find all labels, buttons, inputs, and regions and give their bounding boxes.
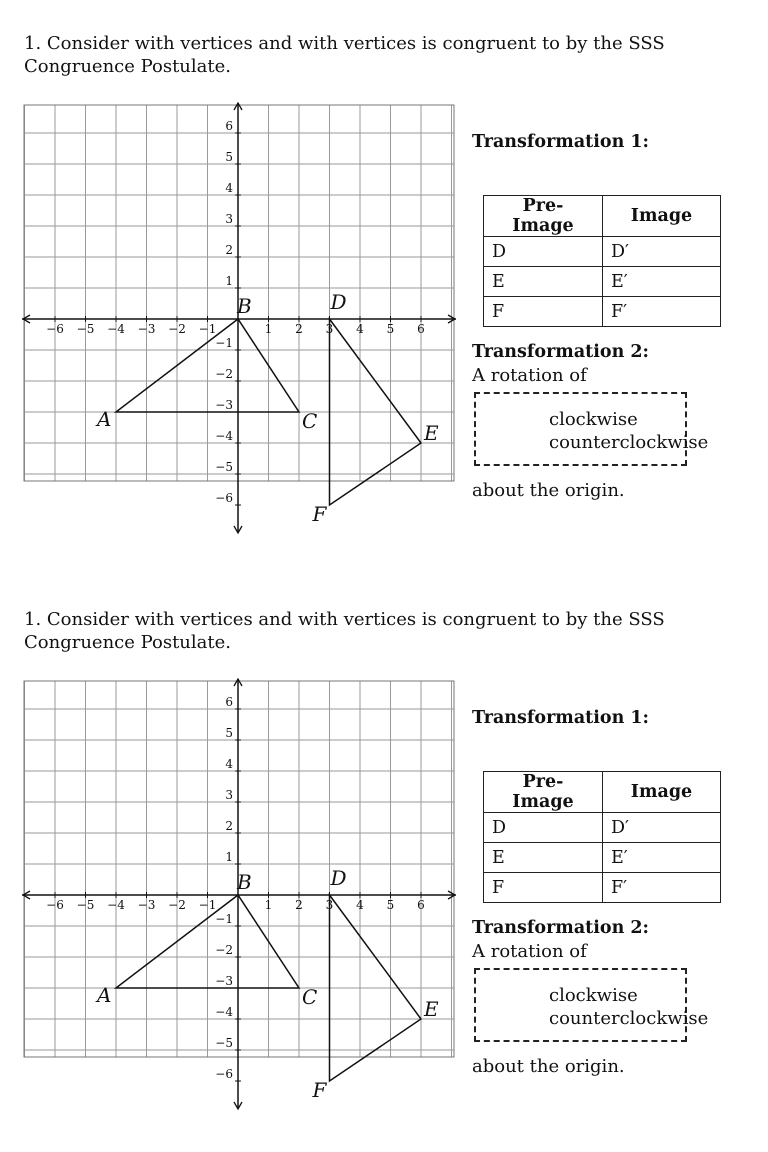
transformation-1-heading: Transformation 1: [472, 132, 650, 152]
y-tick-label: −1 [215, 912, 233, 926]
column-header-pre-image: Pre-Image [484, 196, 603, 237]
vertex-label-b: B [237, 870, 252, 894]
option-counterclockwise[interactable]: counterclockwise [549, 1008, 709, 1029]
vertex-label-e: E [424, 421, 439, 445]
table-header-row [484, 772, 721, 813]
table-row [484, 843, 721, 873]
grid-border [24, 105, 454, 481]
problem-prompt: 1. Consider with vertices and with vertices is congruent to by the SSS Congruence Postulate. [24, 33, 665, 77]
x-tick-label: −1 [198, 322, 217, 336]
table-cell: F′ [603, 297, 721, 327]
y-tick-label: −1 [215, 336, 233, 350]
y-tick-label: 6 [225, 119, 233, 133]
y-tick-label: 5 [225, 726, 233, 740]
table-cell: D [484, 237, 603, 267]
x-tick-label: 6 [417, 898, 425, 912]
y-tick-label: 1 [225, 274, 233, 288]
y-tick-label: −3 [215, 974, 233, 988]
rotation-text: A rotation of [472, 365, 587, 386]
x-tick-label: −4 [107, 322, 125, 336]
y-tick-label: −6 [215, 1067, 233, 1081]
table-row [484, 267, 721, 297]
x-tick-label: −3 [137, 322, 156, 336]
transformation-2-heading: Transformation 2: [472, 918, 650, 938]
x-tick-label: 1 [264, 898, 273, 912]
about-origin-text: about the origin. [472, 480, 625, 501]
table-header-row [484, 196, 721, 237]
y-tick-label: 5 [225, 150, 233, 164]
table-cell: E [484, 843, 603, 873]
vertex-label-f: F [312, 1078, 327, 1102]
y-tick-label: 3 [225, 212, 233, 226]
about-origin-text: about the origin. [472, 1056, 625, 1077]
x-tick-label: −2 [168, 322, 186, 336]
y-tick-label: 4 [225, 757, 233, 771]
option-clockwise[interactable]: clockwise [549, 409, 638, 430]
column-header-pre-image: Pre-Image [484, 772, 603, 813]
x-tick-label: 6 [417, 322, 425, 336]
x-tick-label: −1 [198, 898, 217, 912]
column-header-image: Image [603, 772, 721, 813]
vertex-label-f: F [312, 502, 327, 526]
y-tick-label: −6 [215, 491, 233, 505]
direction-choice-box[interactable] [474, 392, 709, 466]
x-tick-label: 4 [356, 898, 364, 912]
table-cell: F′ [603, 873, 721, 903]
vertex-label-c: C [302, 985, 318, 1009]
x-tick-label: 3 [325, 898, 334, 912]
mapping-table [483, 771, 721, 903]
option-clockwise[interactable]: clockwise [549, 985, 638, 1006]
y-tick-label: −5 [215, 1036, 233, 1050]
column-header-image: Image [603, 196, 721, 237]
x-tick-label: 2 [295, 898, 303, 912]
y-tick-label: 2 [225, 819, 233, 833]
y-tick-label: −4 [215, 1005, 233, 1019]
table-row [484, 297, 721, 327]
problem-prompt: 1. Consider with vertices and with vertices is congruent to by the SSS Congruence Postulate. [24, 609, 665, 653]
y-tick-label: 1 [225, 850, 233, 864]
y-tick-label: 3 [225, 788, 233, 802]
x-tick-label: 5 [386, 898, 395, 912]
x-tick-label: −3 [137, 898, 156, 912]
coordinate-grid [22, 676, 457, 1116]
x-tick-label: −6 [46, 898, 64, 912]
x-tick-label: 3 [325, 322, 334, 336]
x-tick-label: −6 [46, 322, 64, 336]
transformation-1-heading: Transformation 1: [472, 708, 650, 728]
coordinate-grid [22, 100, 457, 540]
table-cell: D′ [603, 237, 721, 267]
x-tick-label: 5 [386, 322, 395, 336]
rotation-text: A rotation of [472, 941, 587, 962]
vertex-label-a: A [97, 983, 112, 1007]
x-tick-label: −2 [168, 898, 186, 912]
y-tick-label: 6 [225, 695, 233, 709]
x-tick-label: −5 [76, 322, 95, 336]
table-cell: F [484, 873, 603, 903]
y-tick-label: −2 [215, 367, 233, 381]
table-row [484, 237, 721, 267]
table-cell: F [484, 297, 603, 327]
vertex-label-d: D [330, 290, 347, 314]
y-tick-label: −5 [215, 460, 233, 474]
y-tick-label: −3 [215, 398, 233, 412]
option-counterclockwise[interactable]: counterclockwise [549, 432, 709, 453]
table-row [484, 813, 721, 843]
table-row [484, 873, 721, 903]
x-tick-label: 4 [356, 322, 364, 336]
vertex-label-e: E [424, 997, 439, 1021]
y-tick-label: 4 [225, 181, 233, 195]
x-tick-label: −5 [76, 898, 95, 912]
table-cell: D [484, 813, 603, 843]
vertex-label-d: D [330, 866, 347, 890]
table-cell: E′ [603, 267, 721, 297]
x-tick-label: 2 [295, 322, 303, 336]
grid-border [24, 681, 454, 1057]
x-tick-label: −4 [107, 898, 125, 912]
vertex-label-a: A [97, 407, 112, 431]
vertex-label-b: B [237, 294, 252, 318]
mapping-table [483, 195, 721, 327]
direction-choice-box[interactable] [474, 968, 709, 1042]
vertex-label-c: C [302, 409, 318, 433]
transformation-2-heading: Transformation 2: [472, 342, 650, 362]
y-tick-label: 2 [225, 243, 233, 257]
table-cell: E′ [603, 843, 721, 873]
table-cell: E [484, 267, 603, 297]
problem-2 [0, 576, 768, 1152]
y-tick-label: −2 [215, 943, 233, 957]
y-tick-label: −4 [215, 429, 233, 443]
table-cell: D′ [603, 813, 721, 843]
x-tick-label: 1 [264, 322, 273, 336]
